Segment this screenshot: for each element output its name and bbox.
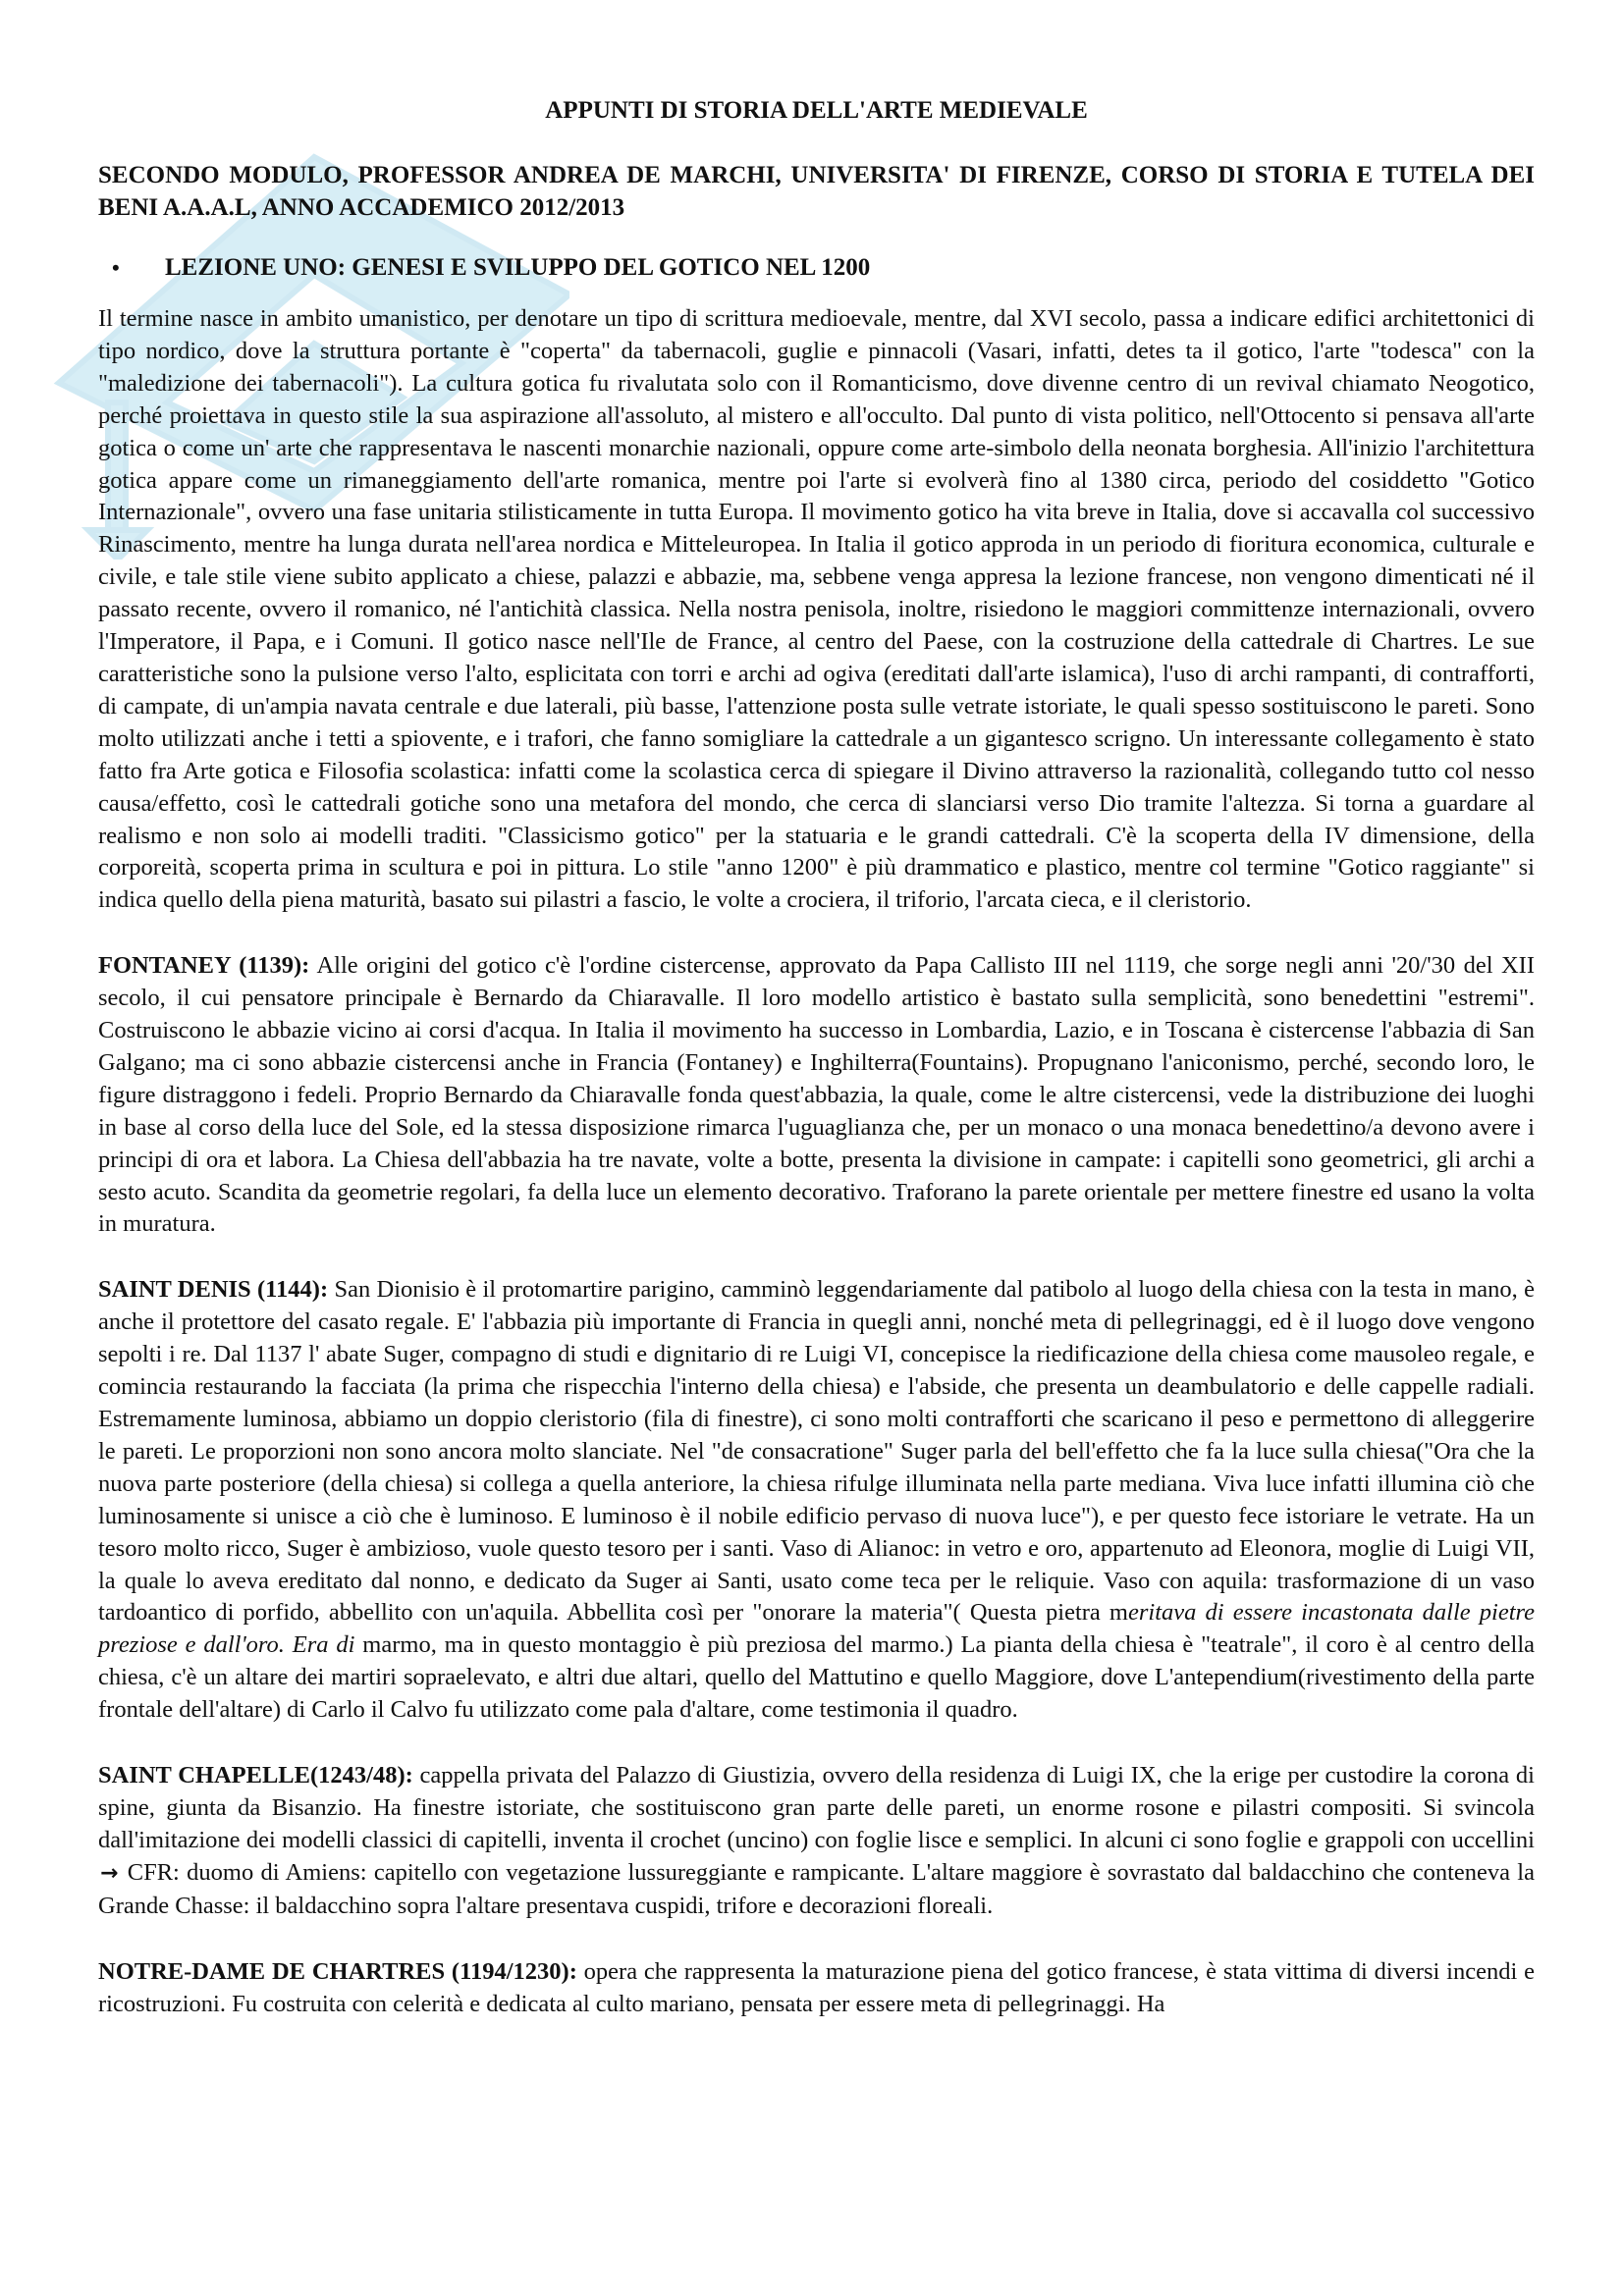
bullet-icon: •	[112, 255, 120, 280]
document-page	[98, 96, 1535, 2020]
section-saint-denis-text-end: marmo, ma in questo montaggio è più preziosa del marmo.) La pianta della chiesa è "teatrale", il coro è al centro della chiesa, c'è un altare dei martiri sopraelevato, e altri due altari, quello del Mattutino e quello Maggiore, dove L'antependium(rivestimento della parte frontale dell'altare) di Carlo il Calvo fu utilizzato come pala d'altare, come testimonia il quadro.	[98, 1631, 1535, 1724]
section-chartres-text: opera che rappresenta la maturazione piena del gotico francese, è stata vittima di diversi incendi e ricostruzioni. Fu costruita con celerità e dedicata al culto mariano, pensata per essere meta di pellegrinaggi. Ha	[98, 1957, 1535, 2017]
lesson-title: LEZIONE UNO: GENESI E SVILUPPO DEL GOTICO NEL 1200	[165, 254, 871, 281]
section-fontaney	[98, 950, 1535, 1241]
section-saint-chapelle-text: cappella privata del Palazzo di Giustizia, ovvero della residenza di Luigi IX, che la erige per custodire la corona di spine, giunta da Bisanzio. Ha finestre istoriate, che sostituiscono gran parte delle pareti, un enorme rosone e pilastri compositi. Si svincola dall'imitazione dei modelli classici di capitelli, inventa il crochet (uncino) con foglie lisce e semplici. In alcuni ci sono foglie e grappoli con uccellini	[98, 1762, 1535, 1853]
section-fontaney-text: Alle origini del gotico c'è l'ordine cistercense, approvato da Papa Callisto III nel 1119, che sorge negli anni '20/'30 del XII secolo, il cui pensatore principale è Bernardo da Chiaravalle. Il loro modello artistico è bastato sulla semplicità, sono benedettini "estremi". Costruiscono le abbazie vicino ai corsi d'acqua. In Italia il movimento ha successo in Lombardia, Lazio, e in Toscana è cistercense l'abbazia di San Galgano; ma ci sono abbazie cistercensi anche in Francia (Fontaney) e Inghilterra(Fountains). Propugnano l'aniconismo, perché, secondo loro, le figure distraggono i fedeli. Proprio Bernardo da Chiaravalle fonda quest'abbazia, la quale, come le altre cistercensi, vede la distribuzione dei luoghi in base al corso della luce del Sole, ed la stessa disposizione rimarca l'uguaglianza che, per un monaco o una monaca benedettino/a devono avere i principi di ora et labora. La Chiesa dell'abbazia ha tre navate, volte a botte, presenta la divisione in campate: i capitelli sono geometrici, gli archi a sesto acuto. Scandita da geometrie regolari, fa della luce un elemento decorativo. Traforano la parete orientale per mettere finestre ed usano la volta in muratura.	[98, 952, 1535, 1238]
section-fontaney-heading: FONTANEY (1139):	[98, 952, 310, 980]
lesson-heading	[98, 251, 1535, 284]
section-saint-denis-heading: SAINT DENIS (1144):	[98, 1276, 329, 1304]
arrow-right-icon: →	[100, 1860, 119, 1886]
section-saint-denis	[98, 1274, 1535, 1727]
intro-paragraph: Il termine nasce in ambito umanistico, per denotare un tipo di scrittura medioevale, mentre, dal XVI secolo, passa a indicare edifici architettonici di tipo nordico, dove la struttura portante è "coperta" da tabernacoli, guglie e pinnacoli (Vasari, infatti, detes ta il gotico, l'arte "todesca" con la "maledizione dei tabernacoli"). La cultura gotica fu rivalutata solo con il Romanticismo, dove divenne centro di un revival chiamato Neogotico, perché proiettava in questo stile la sua aspirazione all'assoluto, al mistero e all'occulto. Dal punto di vista politico, nell'Ottocento si pensava all'arte gotica o come un' arte che rappresentava le nascenti monarchie nazionali, oppure come arte-simbolo della neonata borghesia. All'inizio l'architettura gotica appare come un rimaneggiamento dell'arte romanica, mentre poi l'arte si evolverà fino al 1380 circa, periodo del cosiddetto "Gotico Internazionale", ovvero una fase unitaria stilisticamente in tutta Europa. Il movimento gotico ha vita breve in Italia, dove si accavalla col successivo Rinascimento, mentre ha lunga durata nell'area nordica e Mitteleuropea. In Italia il gotico approda in un periodo di fioritura economica, culturale e civile, e tale stile viene subito applicato a chiese, palazzi e abbazie, ma, sebbene venga appresa la lezione francese, non vengono dimenticati né il passato recente, ovvero il romanico, né l'antichità classica. Nella nostra penisola, inoltre, risiedono le maggiori committenze internazionali, ovvero l'Imperatore, il Papa, e i Comuni. Il gotico nasce nell'Ile de France, al centro del Paese, con la costruzione della cattedrale di Chartres. Le sue caratteristiche sono la pulsione verso l'alto, esplicitata con torri e archi ad ogiva (ereditati dall'arte islamica), l'uso di archi rampanti, di contrafforti, di campate, di un'ampia navata centrale e due laterali, più basse, l'attenzione posta sulle vetrate istoriate, le quali spesso sostituiscono le pareti. Sono molto utilizzati anche i tetti a spiovente, e i trafori, che fanno somigliare la cattedrale a un gigantesco scrigno. Un interessante collegamento è stato fatto fra Arte gotica e Filosofia scolastica: infatti come la scolastica cerca di spiegare il Divino attraverso la razionalità, collegando tutto col nesso causa/effetto, così le cattedrali gotiche sono una metafora del mondo, che cerca di slanciarsi verso Dio tramite l'altezza. Si torna a guardare al realismo e non solo ai modelli traditi. "Classicismo gotico" per la statuaria e le grandi cattedrali. C'è la scoperta della IV dimensione, della corporeità, scoperta prima in scultura e poi in pittura. Lo stile "anno 1200" è più drammatico e plastico, mentre col termine "Gotico raggiante" si indica quello della piena maturità, basato sui pilastri a fascio, le volte a crociera, il triforio, l'arcata cieca, e il cleristorio.	[98, 305, 1535, 914]
section-saint-chapelle-text-end: CFR: duomo di Amiens: capitello con vegetazione lussureggiante e rampicante. L'altare maggiore è sovrastato dal baldacchino che conteneva la Grande Chasse: il baldacchino sopra l'altare presentava cuspidi, trifore e decorazioni floreali.	[98, 1858, 1535, 1919]
section-saint-chapelle	[98, 1760, 1535, 1923]
document-title: APPUNTI DI STORIA DELL'ARTE MEDIEVALE	[545, 97, 1088, 124]
section-saint-denis-text: San Dionisio è il protomartire parigino, camminò leggendariamente dal patibolo al luogo della chiesa con la testa in mano, è anche il protettore del casato regale. E' l'abbazia più importante di Francia in quegli anni, nonché meta di pellegrinaggi, ed è il luogo dove vengono sepolti i re. Dal 1137 l' abate Suger, compagno di studi e dignitario di re Luigi VI, concepisce la riedificazione della chiesa come mausoleo regale, e comincia restaurando la facciata (la prima che rispecchia l'interno della chiesa) e l'abside, che presenta un deambulatorio e delle cappelle radiali. Estremamente luminosa, abbiamo un doppio cleristorio (fila di finestre), ci sono molti contrafforti che scaricano il peso e permettono di alleggerire le pareti. Le proporzioni non sono ancora molto slanciate. Nel "de consacratione" Suger parla del bell'effetto che fa la luce sulla chiesa("Ora che la nuova parte posteriore (della chiesa) si collega a quella anteriore, la chiesa rifulge illuminata nella parte mediana. Viva luce infatti illumina ciò che luminosamente si unisce a ciò che è luminoso. E luminoso è il nobile edificio pervaso di nuova luce"), e per questo fece istoriare le vetrate. Ha un tesoro molto ricco, Suger è ambizioso, vuole questo tesoro per i santi. Vaso di Alianoc: in vetro e oro, appartenuto ad Eleonora, moglie di Luigi VII, la quale lo aveva ereditato dal nonno, e dedicato da Suger ai Santi, usato come teca per le reliquie. Vaso con aquila: trasformazione di un vaso tardoantico di porfido, abbellito con un'aquila. Abbellita così per "onorare la materia"( Questa pietra m	[98, 1276, 1535, 1627]
section-saint-chapelle-heading: SAINT CHAPELLE(1243/48):	[98, 1762, 413, 1789]
section-chartres	[98, 1956, 1535, 2021]
module-heading: SECONDO MODULO, PROFESSOR ANDREA DE MARCHI, UNIVERSITA' DI FIRENZE, CORSO DI STORIA E TUTELA DEI BENI A.A.A.L, ANNO ACCADEMICO 2012/2013	[98, 162, 1535, 221]
section-saint-denis-quote: eritava di essere incastonata dalle pietre preziose e dall'oro. Era di	[98, 1599, 1536, 1659]
section-chartres-heading: NOTRE-DAME DE CHARTRES (1194/1230):	[98, 1957, 577, 1985]
